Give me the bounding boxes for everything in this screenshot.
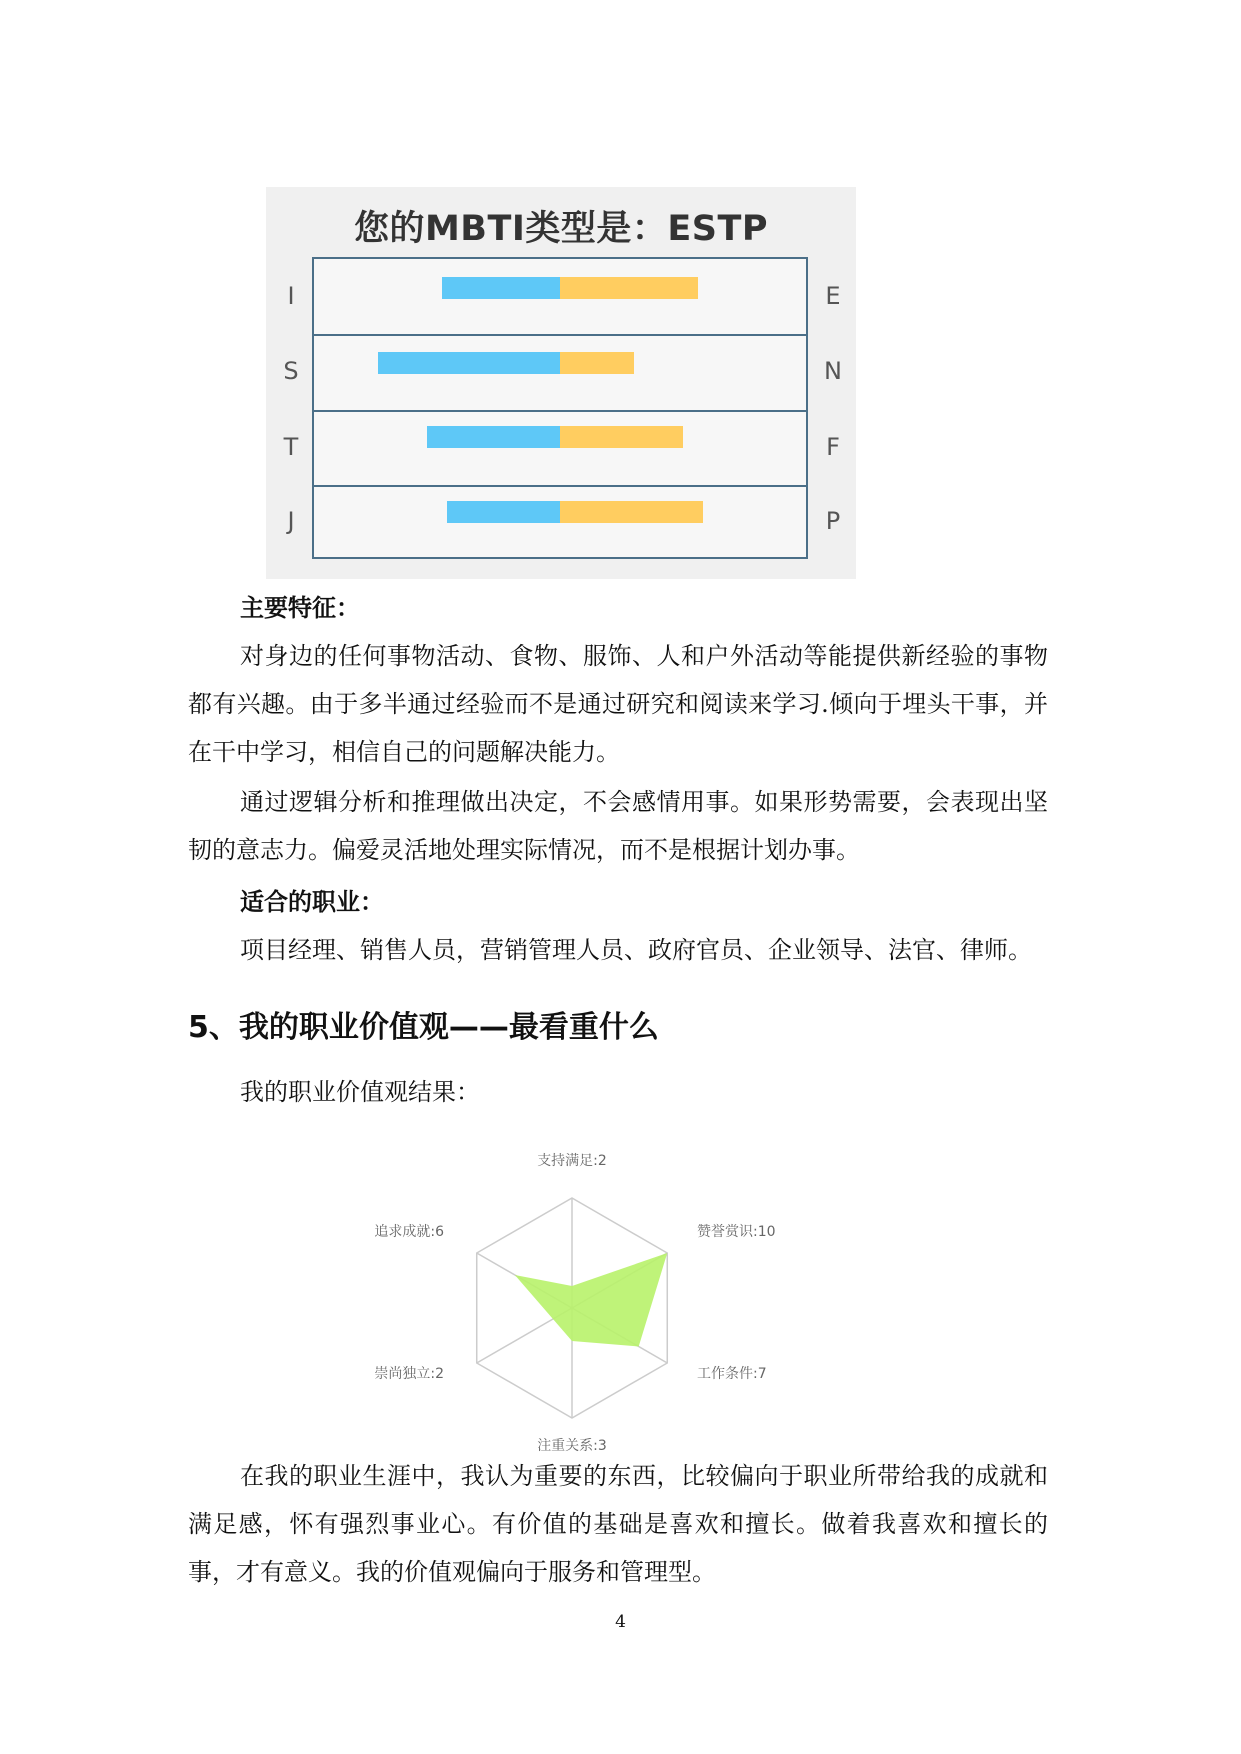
mbti-letter-i: I bbox=[287, 282, 295, 310]
mbti-row-jp bbox=[314, 485, 806, 562]
values-conclusion: 在我的职业生涯中，我认为重要的东西，比较偏向于职业所带给我的成就和满足感，怀有强烈事业心。有价值的基础是喜欢和擅长。做着我喜欢和擅长的事，才有意义。我的价值观偏向于服务和管理型。 bbox=[188, 1462, 1048, 1586]
mbti-letter-e: E bbox=[825, 282, 841, 310]
careers-text: 项目经理、销售人员，营销管理人员、政府官员、企业领导、法官、律师。 bbox=[240, 936, 1032, 964]
mbti-letter-j: J bbox=[287, 507, 295, 535]
features-paragraph-1: 对身边的任何事物活动、食物、服饰、人和户外活动等能提供新经验的事物都有兴趣。由于多半通过经验而不是通过研究和阅读来学习.倾向于埋头干事，并在干中学习，相信自己的问题解决能力。 bbox=[188, 642, 1048, 766]
radar-data-area bbox=[515, 1253, 667, 1347]
mbti-bar-right bbox=[560, 501, 703, 523]
mbti-bar-left bbox=[378, 352, 560, 374]
mbti-row-ie bbox=[314, 259, 806, 334]
page-number: 4 bbox=[615, 1612, 626, 1632]
radar-label-achievement: 追求成就:6 bbox=[374, 1224, 444, 1240]
mbti-row-sn bbox=[314, 334, 806, 411]
values-intro: 我的职业价值观结果： bbox=[240, 1078, 480, 1106]
career-values-radar-chart bbox=[340, 1140, 800, 1470]
mbti-row-tf bbox=[314, 410, 806, 487]
radar-label-independence: 崇尚独立:2 bbox=[374, 1366, 444, 1382]
radar-label-recognition: 赞誉赏识:10 bbox=[697, 1224, 776, 1240]
mbti-letter-n: N bbox=[824, 357, 842, 385]
radar-label-relationships: 注重关系:3 bbox=[537, 1438, 607, 1454]
mbti-letter-f: F bbox=[826, 433, 840, 461]
features-label: 主要特征： bbox=[240, 594, 360, 622]
mbti-letter-t: T bbox=[283, 433, 299, 461]
mbti-bar-right bbox=[560, 352, 634, 374]
careers-label: 适合的职业： bbox=[240, 888, 384, 916]
mbti-frame bbox=[312, 257, 808, 559]
features-paragraph-2: 通过逻辑分析和推理做出决定，不会感情用事。如果形势需要，会表现出坚韧的意志力。偏爱灵活地处理实际情况，而不是根据计划办事。 bbox=[188, 788, 1048, 864]
mbti-bar-right bbox=[560, 277, 698, 299]
mbti-result-image bbox=[266, 187, 856, 579]
mbti-letter-p: P bbox=[825, 507, 841, 535]
mbti-bar-left bbox=[427, 426, 560, 448]
section-heading: 5、我的职业价值观——最看重什么 bbox=[188, 1010, 659, 1045]
mbti-bar-left bbox=[442, 277, 560, 299]
mbti-title: 您的MBTI类型是：ESTP bbox=[353, 209, 769, 249]
radar-label-work-conditions: 工作条件:7 bbox=[697, 1366, 767, 1382]
radar-label-support: 支持满足:2 bbox=[537, 1153, 607, 1169]
mbti-bar-left bbox=[447, 501, 560, 523]
mbti-letter-s: S bbox=[283, 357, 299, 385]
mbti-bar-right bbox=[560, 426, 683, 448]
